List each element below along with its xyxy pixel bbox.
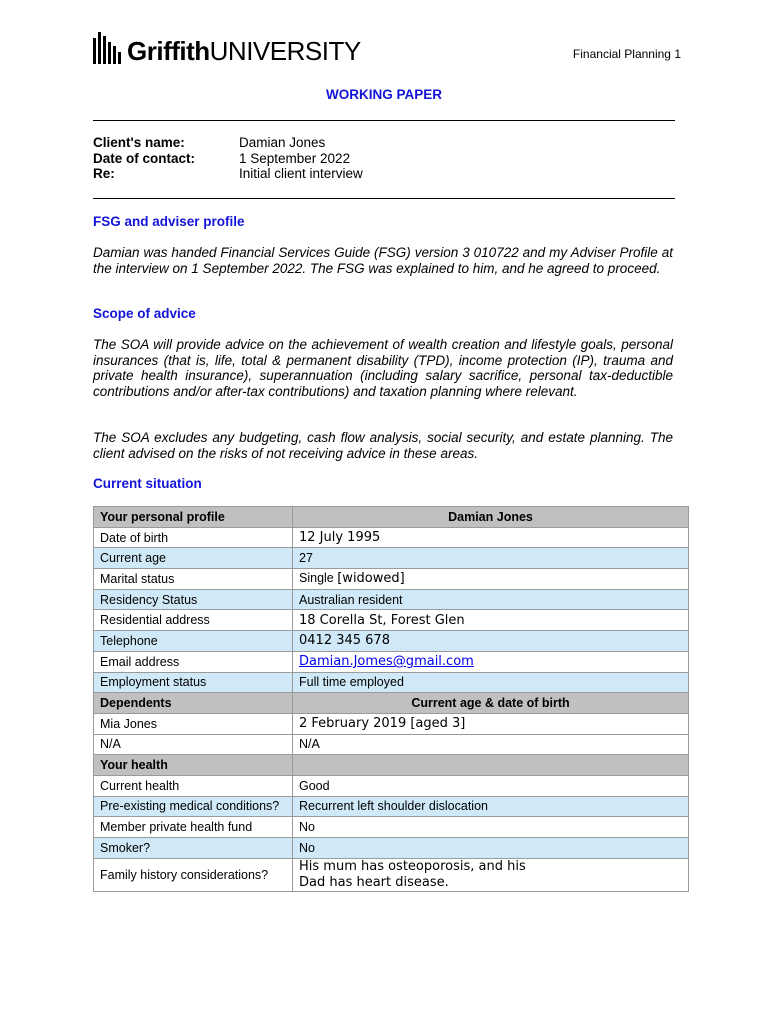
- marital-note: [widowed]: [337, 571, 405, 587]
- family-label: Family history considerations?: [94, 858, 293, 891]
- table-row: [94, 713, 689, 734]
- age-label: Current age: [94, 548, 293, 569]
- family-line-2: Dad has heart disease.: [299, 874, 449, 890]
- email-label: Email address: [94, 651, 293, 672]
- table-row: [94, 651, 689, 672]
- table-row: [94, 838, 689, 859]
- residency-value: Australian resident: [293, 589, 689, 610]
- fsg-heading: FSG and adviser profile: [93, 214, 245, 229]
- dependents-header: Dependents: [94, 693, 293, 714]
- table-row: [94, 858, 689, 891]
- client-details: [93, 135, 363, 182]
- page-title: WORKING PAPER: [325, 87, 442, 102]
- scope-paragraph-2: The SOA excludes any budgeting, cash flow analysis, social security, and estate planning. The client advised on the risks of not receiving advice in these areas.: [93, 430, 673, 461]
- table-row: [94, 631, 689, 652]
- table-row: [94, 672, 689, 693]
- email-cell: [293, 651, 689, 672]
- health-value: Good: [293, 775, 689, 796]
- fund-value: No: [293, 817, 689, 838]
- re-label: Re:: [93, 166, 115, 181]
- contact-date-row: [93, 151, 363, 167]
- table-row: [94, 734, 689, 755]
- table-row: [94, 796, 689, 817]
- age-value: 27: [293, 548, 689, 569]
- scope-paragraph-1: The SOA will provide advice on the achievement of wealth creation and lifestyle goals, personal insurances (that is, life, total & permanent disability (TPD), income protection (IP), trauma and private health insurance), superannuation (including salary sacrifice, personal tax-deductible contributions and/or after-tax contributions) and taxation planning where relevant.: [93, 337, 673, 399]
- fund-label: Member private health fund: [94, 817, 293, 838]
- contact-date-value: 1 September 2022: [239, 150, 351, 166]
- table-row: [94, 589, 689, 610]
- smoker-label: Smoker?: [94, 838, 293, 859]
- smoker-value: No: [293, 838, 689, 859]
- scope-heading: Scope of advice: [93, 306, 196, 321]
- re-value: Initial client interview: [239, 166, 363, 181]
- griffith-emblem-icon: [93, 32, 123, 64]
- dependent-1-value: 2 February 2019 [aged 3]: [293, 713, 689, 734]
- dependent-1-name: Mia Jones: [94, 713, 293, 734]
- client-header: Damian Jones: [293, 507, 689, 528]
- address-label: Residential address: [94, 610, 293, 631]
- marital-value: Single: [299, 571, 334, 586]
- marital-cell: [293, 569, 689, 590]
- health-header-empty: [293, 755, 689, 776]
- dependents-header-row: [94, 693, 689, 714]
- dob-value: 12 July 1995: [293, 527, 689, 548]
- table-row: [94, 610, 689, 631]
- email-link[interactable]: Damian.Jomes@gmail.com: [299, 654, 474, 670]
- employment-label: Employment status: [94, 672, 293, 693]
- table-row: [94, 527, 689, 548]
- table-row: [94, 548, 689, 569]
- family-line-1: His mum has osteoporosis, and his: [299, 858, 526, 874]
- personal-profile-table: [93, 506, 689, 892]
- table-header-row: [94, 507, 689, 528]
- address-value: 18 Corella St, Forest Glen: [293, 610, 689, 631]
- client-name-label: Client's name:: [93, 135, 185, 150]
- dob-label: Date of birth: [94, 527, 293, 548]
- health-label: Current health: [94, 775, 293, 796]
- dependents-column-header: Current age & date of birth: [293, 693, 689, 714]
- preexisting-label: Pre-existing medical conditions?: [94, 796, 293, 817]
- family-cell: [293, 858, 689, 891]
- re-row: [93, 166, 363, 182]
- employment-value: Full time employed: [293, 672, 689, 693]
- health-header: Your health: [94, 755, 293, 776]
- table-row: [94, 569, 689, 590]
- course-name: Financial Planning 1: [572, 47, 681, 61]
- divider: [93, 198, 675, 199]
- profile-header: Your personal profile: [94, 507, 293, 528]
- health-header-row: [94, 755, 689, 776]
- phone-label: Telephone: [94, 631, 293, 652]
- dependent-2-value: N/A: [293, 734, 689, 755]
- divider: [93, 120, 675, 121]
- logo-wordmark: GriffithUNIVERSITY: [127, 36, 361, 66]
- current-situation-heading: Current situation: [93, 476, 202, 491]
- marital-label: Marital status: [94, 569, 293, 590]
- client-name-row: [93, 135, 363, 151]
- fsg-paragraph: Damian was handed Financial Services Guide (FSG) version 3 010722 and my Adviser Profile at the interview on 1 September 2022. The FSG was explained to him, and he agreed to proceed.: [93, 245, 673, 276]
- residency-label: Residency Status: [94, 589, 293, 610]
- table-row: [94, 817, 689, 838]
- preexisting-value: Recurrent left shoulder dislocation: [293, 796, 689, 817]
- table-row: [94, 775, 689, 796]
- client-name-value: Damian Jones: [239, 135, 326, 150]
- phone-value: 0412 345 678: [293, 631, 689, 652]
- contact-date-label: Date of contact:: [93, 150, 196, 166]
- dependent-2-name: N/A: [94, 734, 293, 755]
- griffith-logo: [93, 30, 361, 64]
